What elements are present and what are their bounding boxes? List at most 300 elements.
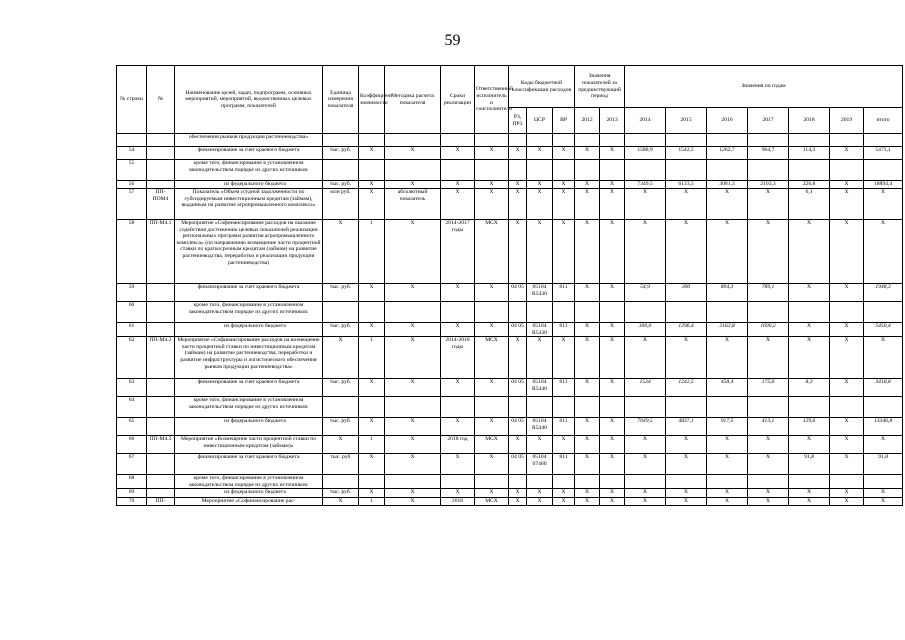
table-row xyxy=(117,134,903,147)
rz-cell: X xyxy=(509,181,527,189)
prev-2012-cell: X xyxy=(575,189,600,220)
prev-2013-cell: X xyxy=(600,489,625,498)
year-value-cell xyxy=(707,397,748,418)
coef-cell: 1 xyxy=(359,498,385,506)
prev-2013-cell: X xyxy=(600,181,625,189)
vr-cell: 811 xyxy=(553,284,575,302)
prev-2013-cell: X xyxy=(600,379,625,397)
prev-2013-cell: X xyxy=(600,323,625,337)
unit-cell xyxy=(323,475,359,489)
table-row xyxy=(117,302,903,323)
year-value-cell: X xyxy=(830,337,864,379)
year-value-cell: 2163,8 xyxy=(707,323,748,337)
year-value-cell: 91,8 xyxy=(789,454,830,475)
year-value-cell: X xyxy=(666,498,707,506)
name-cell: кроме того, финансирование в установленном законодательством порядке из других источников: xyxy=(175,302,323,323)
year-value-cell: 129,6 xyxy=(789,418,830,436)
table-row xyxy=(117,498,903,506)
rz-cell xyxy=(509,134,527,147)
code-cell xyxy=(147,181,175,189)
prev-2012-cell: X xyxy=(575,220,600,284)
terms-cell: X xyxy=(441,489,475,498)
table-row xyxy=(117,189,903,220)
vr-cell xyxy=(553,160,575,181)
csr-cell: X xyxy=(527,220,553,284)
total-value-cell: X xyxy=(864,436,903,454)
prev-2012-cell: X xyxy=(575,454,600,475)
coef-cell xyxy=(359,475,385,489)
row-number-cell: 61 xyxy=(117,323,147,337)
code-cell xyxy=(147,475,175,489)
code-cell: ПП-М4.1 xyxy=(147,220,175,284)
name-cell: из федерального бюджета xyxy=(175,489,323,498)
method-cell: X xyxy=(385,284,441,302)
code-cell xyxy=(147,134,175,147)
csr-cell: 05104 07460 xyxy=(527,454,553,475)
code-cell xyxy=(147,379,175,397)
rz-cell: X xyxy=(509,189,527,220)
vr-cell: 811 xyxy=(553,379,575,397)
vr-cell: X xyxy=(553,337,575,379)
csr-cell xyxy=(527,397,553,418)
year-value-cell xyxy=(789,160,830,181)
prev-2012-cell: X xyxy=(575,379,600,397)
table-row xyxy=(117,284,903,302)
code-cell xyxy=(147,147,175,160)
total-value-cell: 91,8 xyxy=(864,454,903,475)
name-cell: финансирование за счет краевого бюджета xyxy=(175,454,323,475)
method-cell: X xyxy=(385,147,441,160)
unit-cell xyxy=(323,160,359,181)
table-row xyxy=(117,379,903,397)
year-value-cell: X xyxy=(830,220,864,284)
code-cell: ПП- xyxy=(147,498,175,506)
year-value-cell: 3081,3 xyxy=(707,181,748,189)
vr-cell xyxy=(553,302,575,323)
year-value-cell: 300,0 xyxy=(625,323,666,337)
header-2017: 2017 xyxy=(748,108,789,134)
name-cell: из федерального бюджета xyxy=(175,418,323,436)
year-value-cell: 114,3 xyxy=(789,147,830,160)
year-value-cell xyxy=(625,397,666,418)
year-value-cell xyxy=(707,160,748,181)
method-cell xyxy=(385,160,441,181)
exec-cell: X xyxy=(475,181,509,189)
prev-2012-cell: X xyxy=(575,147,600,160)
terms-cell: X xyxy=(441,181,475,189)
header-unit: Единица измерения показателя xyxy=(323,66,359,134)
header-name: Наименование целей, задач, подпрограмм, основных мероприятий, мероприятий, ведомственных целевых программ, показателей xyxy=(175,66,323,134)
unit-cell: тыс. руб. xyxy=(323,323,359,337)
year-value-cell: X xyxy=(625,337,666,379)
year-value-cell: 1534 xyxy=(625,379,666,397)
terms-cell xyxy=(441,397,475,418)
year-value-cell xyxy=(789,302,830,323)
year-value-cell: X xyxy=(789,284,830,302)
exec-cell: X xyxy=(475,379,509,397)
year-value-cell: 8,3 xyxy=(789,379,830,397)
year-value-cell: X xyxy=(666,337,707,379)
prev-2013-cell: X xyxy=(600,454,625,475)
unit-cell: тыс. руб. xyxy=(323,284,359,302)
year-value-cell xyxy=(625,134,666,147)
csr-cell: X xyxy=(527,147,553,160)
method-cell xyxy=(385,397,441,418)
prev-2012-cell: X xyxy=(575,418,600,436)
row-number-cell: 66 xyxy=(117,436,147,454)
name-cell: финансирование за счет краевого бюджета xyxy=(175,147,323,160)
name-cell: Показатель «Объем ссудной задолженности по субсидируемым инвестиционным кредитам (займам), выданным на развитие агропромышленного комплекса» xyxy=(175,189,323,220)
prev-2013-cell: X xyxy=(600,337,625,379)
year-value-cell: X xyxy=(830,436,864,454)
year-value-cell: X xyxy=(830,418,864,436)
year-value-cell: X xyxy=(707,189,748,220)
table-row xyxy=(117,181,903,189)
year-value-cell xyxy=(830,475,864,489)
coef-cell xyxy=(359,302,385,323)
vr-cell xyxy=(553,134,575,147)
year-value-cell: X xyxy=(789,436,830,454)
table-row xyxy=(117,337,903,379)
year-value-cell: X xyxy=(625,436,666,454)
total-value-cell: 5450,4 xyxy=(864,323,903,337)
vr-cell: 811 xyxy=(553,454,575,475)
year-value-cell xyxy=(666,397,707,418)
terms-cell: X xyxy=(441,323,475,337)
rz-cell: 04 05 xyxy=(509,454,527,475)
year-value-cell: X xyxy=(748,454,789,475)
year-value-cell xyxy=(707,475,748,489)
page-number: 59 xyxy=(444,32,461,49)
prev-2013-cell: X xyxy=(600,147,625,160)
rz-cell: X xyxy=(509,220,527,284)
year-value-cell: 54,9 xyxy=(625,284,666,302)
header-2013: 2013 xyxy=(600,108,625,134)
prev-2012-cell: X xyxy=(575,181,600,189)
year-value-cell xyxy=(748,302,789,323)
year-value-cell: 7049,5 xyxy=(625,418,666,436)
year-value-cell: X xyxy=(666,489,707,498)
unit-cell xyxy=(323,302,359,323)
csr-cell: X xyxy=(527,189,553,220)
coef-cell: 1 xyxy=(359,220,385,284)
terms-cell: X xyxy=(441,189,475,220)
year-value-cell: 804,3 xyxy=(707,284,748,302)
year-value-cell: X xyxy=(625,189,666,220)
year-value-cell: 7349,5 xyxy=(625,181,666,189)
year-value-cell: X xyxy=(625,454,666,475)
method-cell: X xyxy=(385,323,441,337)
year-value-cell: 1242,5 xyxy=(666,379,707,397)
exec-cell: МСХ xyxy=(475,498,509,506)
year-value-cell: X xyxy=(666,220,707,284)
vr-cell xyxy=(553,475,575,489)
code-cell: ПП-ПОМ4 xyxy=(147,189,175,220)
total-value-cell xyxy=(864,397,903,418)
coef-cell: 1 xyxy=(359,337,385,379)
total-value-cell xyxy=(864,134,903,147)
table-row xyxy=(117,475,903,489)
year-value-cell: X xyxy=(666,436,707,454)
method-cell: X xyxy=(385,181,441,189)
year-value-cell xyxy=(748,397,789,418)
rz-cell: X xyxy=(509,337,527,379)
vr-cell: X xyxy=(553,189,575,220)
year-value-cell: 413,1 xyxy=(748,418,789,436)
csr-cell: X xyxy=(527,498,553,506)
total-value-cell: X xyxy=(864,189,903,220)
year-value-cell: X xyxy=(707,454,748,475)
year-value-cell: X xyxy=(625,489,666,498)
exec-cell: X xyxy=(475,418,509,436)
prev-2013-cell xyxy=(600,302,625,323)
method-cell: X xyxy=(385,436,441,454)
method-cell: X xyxy=(385,489,441,498)
year-value-cell: 789,1 xyxy=(748,284,789,302)
terms-cell xyxy=(441,134,475,147)
total-value-cell: X xyxy=(864,220,903,284)
method-cell xyxy=(385,302,441,323)
exec-cell: X xyxy=(475,147,509,160)
rz-cell: X xyxy=(509,498,527,506)
row-number-cell xyxy=(117,134,147,147)
prev-2012-cell: X xyxy=(575,337,600,379)
total-value-cell: X xyxy=(864,337,903,379)
table-header xyxy=(117,66,903,134)
rz-cell: 04 05 xyxy=(509,379,527,397)
terms-cell: 2018 xyxy=(441,498,475,506)
prev-2013-cell: X xyxy=(600,284,625,302)
coef-cell: X xyxy=(359,418,385,436)
prev-2012-cell xyxy=(575,302,600,323)
year-value-cell: 1690,2 xyxy=(748,323,789,337)
rz-cell: X xyxy=(509,489,527,498)
rz-cell xyxy=(509,302,527,323)
year-value-cell: X xyxy=(830,489,864,498)
year-value-cell xyxy=(625,475,666,489)
year-value-cell: X xyxy=(789,323,830,337)
year-value-cell: 2103,3 xyxy=(748,181,789,189)
year-value-cell xyxy=(666,134,707,147)
coef-cell: 1 xyxy=(359,436,385,454)
header-csr: ЦСР xyxy=(527,108,553,134)
prev-2013-cell xyxy=(600,160,625,181)
row-number-cell: 54 xyxy=(117,147,147,160)
exec-cell: X xyxy=(475,454,509,475)
coef-cell xyxy=(359,397,385,418)
exec-cell: X xyxy=(475,189,509,220)
year-value-cell: 175,6 xyxy=(748,379,789,397)
code-cell xyxy=(147,418,175,436)
code-cell xyxy=(147,160,175,181)
rz-cell xyxy=(509,160,527,181)
vr-cell: 811 xyxy=(553,418,575,436)
year-value-cell xyxy=(830,397,864,418)
name-cell: кроме того, финансирование в установленном законодательством порядке из других источников: xyxy=(175,475,323,489)
table-row xyxy=(117,489,903,498)
rz-cell xyxy=(509,397,527,418)
method-cell: X xyxy=(385,454,441,475)
unit-cell: X xyxy=(323,220,359,284)
terms-cell xyxy=(441,160,475,181)
code-cell: ПП-М4.2 xyxy=(147,337,175,379)
terms-cell: X xyxy=(441,284,475,302)
header-2015: 2015 xyxy=(666,108,707,134)
total-value-cell xyxy=(864,160,903,181)
unit-cell xyxy=(323,134,359,147)
code-cell xyxy=(147,323,175,337)
prev-2013-cell: X xyxy=(600,189,625,220)
header-2012: 2012 xyxy=(575,108,600,134)
row-number-cell: 70 xyxy=(117,498,147,506)
csr-cell: X xyxy=(527,181,553,189)
name-cell: обеспечения рынков продукции растениеводства» xyxy=(175,134,323,147)
year-value-cell: X xyxy=(707,436,748,454)
method-cell: X xyxy=(385,418,441,436)
prev-2012-cell: X xyxy=(575,323,600,337)
terms-cell: X xyxy=(441,418,475,436)
year-value-cell: X xyxy=(830,284,864,302)
year-value-cell: 6,1 xyxy=(789,189,830,220)
year-value-cell: 1262,7 xyxy=(707,147,748,160)
year-value-cell: 226,8 xyxy=(789,181,830,189)
csr-cell: 05104 R5430 xyxy=(527,323,553,337)
unit-cell: тыс. руб. xyxy=(323,181,359,189)
year-value-cell: X xyxy=(789,337,830,379)
method-cell: абсолютный показатель xyxy=(385,189,441,220)
exec-cell: X xyxy=(475,489,509,498)
year-value-cell xyxy=(666,302,707,323)
year-value-cell: 1296,4 xyxy=(666,323,707,337)
row-number-cell: 68 xyxy=(117,475,147,489)
row-number-cell: 58 xyxy=(117,220,147,284)
code-cell xyxy=(147,454,175,475)
code-cell: ПП-М4.3 xyxy=(147,436,175,454)
table-row xyxy=(117,454,903,475)
year-value-cell: X xyxy=(707,220,748,284)
year-value-cell: 964,7 xyxy=(748,147,789,160)
name-cell: кроме того, финансирование в установленном законодательством порядке из других источников: xyxy=(175,160,323,181)
unit-cell xyxy=(323,397,359,418)
year-value-cell xyxy=(789,397,830,418)
prev-2013-cell xyxy=(600,475,625,489)
header-2016: 2016 xyxy=(707,108,748,134)
year-value-cell: X xyxy=(625,220,666,284)
terms-cell xyxy=(441,475,475,489)
csr-cell xyxy=(527,475,553,489)
total-value-cell: 18894,4 xyxy=(864,181,903,189)
year-value-cell: 300 xyxy=(666,284,707,302)
year-value-cell: X xyxy=(789,498,830,506)
unit-cell: тыс. руб xyxy=(323,454,359,475)
coef-cell: X xyxy=(359,147,385,160)
header-2019: 2019 xyxy=(830,108,864,134)
name-cell: Мероприятие «Софинансирование рас- xyxy=(175,498,323,506)
table-row xyxy=(117,160,903,181)
year-value-cell: X xyxy=(830,454,864,475)
year-value-cell: X xyxy=(789,489,830,498)
header-vr: ВР xyxy=(553,108,575,134)
exec-cell xyxy=(475,302,509,323)
csr-cell: X xyxy=(527,489,553,498)
table-row xyxy=(117,323,903,337)
year-value-cell: 1588,9 xyxy=(625,147,666,160)
header-total: итого xyxy=(864,108,903,134)
unit-cell: тыс. руб. xyxy=(323,147,359,160)
total-value-cell: 5473,1 xyxy=(864,147,903,160)
row-number-cell: 63 xyxy=(117,379,147,397)
row-number-cell: 57 xyxy=(117,189,147,220)
rz-cell: 04 05 xyxy=(509,284,527,302)
total-value-cell: X xyxy=(864,489,903,498)
csr-cell: 05104 R5440 xyxy=(527,418,553,436)
header-num: № xyxy=(147,66,175,134)
table-row xyxy=(117,397,903,418)
coef-cell: X xyxy=(359,489,385,498)
prev-2012-cell: X xyxy=(575,489,600,498)
coef-cell: X xyxy=(359,189,385,220)
code-cell xyxy=(147,397,175,418)
year-value-cell: 6133,5 xyxy=(666,181,707,189)
rz-cell: 04 05 xyxy=(509,323,527,337)
total-value-cell: 13346,8 xyxy=(864,418,903,436)
year-value-cell: 458,4 xyxy=(707,379,748,397)
header-row-num: № строки xyxy=(117,66,147,134)
table-row xyxy=(117,147,903,160)
prev-2012-cell: X xyxy=(575,498,600,506)
year-value-cell: X xyxy=(748,489,789,498)
code-cell xyxy=(147,284,175,302)
vr-cell: X xyxy=(553,436,575,454)
terms-cell: X xyxy=(441,454,475,475)
program-table xyxy=(116,65,903,506)
vr-cell: X xyxy=(553,147,575,160)
header-terms: Сроки реализации xyxy=(441,66,475,134)
exec-cell: X xyxy=(475,323,509,337)
year-value-cell: X xyxy=(830,189,864,220)
exec-cell: МСХ xyxy=(475,436,509,454)
header-years: Значения по годам xyxy=(625,66,903,108)
method-cell xyxy=(385,475,441,489)
header-coef: Коэффициент значимости xyxy=(359,66,385,134)
table-row xyxy=(117,220,903,284)
header-exec: Ответственный исполнитель и соисполнители xyxy=(475,66,509,134)
total-value-cell: X xyxy=(864,498,903,506)
year-value-cell: X xyxy=(625,498,666,506)
exec-cell xyxy=(475,475,509,489)
year-value-cell: 1542,5 xyxy=(666,147,707,160)
vr-cell: X xyxy=(553,220,575,284)
year-value-cell xyxy=(748,160,789,181)
code-cell xyxy=(147,489,175,498)
total-value-cell xyxy=(864,475,903,489)
vr-cell xyxy=(553,397,575,418)
year-value-cell xyxy=(625,160,666,181)
csr-cell: 05104 R5430 xyxy=(527,284,553,302)
year-value-cell: X xyxy=(666,189,707,220)
prev-2012-cell xyxy=(575,397,600,418)
csr-cell: X xyxy=(527,337,553,379)
year-value-cell xyxy=(789,475,830,489)
csr-cell: X xyxy=(527,436,553,454)
prev-2012-cell xyxy=(575,475,600,489)
year-value-cell: X xyxy=(830,498,864,506)
coef-cell: X xyxy=(359,454,385,475)
terms-cell: X xyxy=(441,147,475,160)
year-value-cell: X xyxy=(830,379,864,397)
row-number-cell: 60 xyxy=(117,302,147,323)
row-number-cell: 55 xyxy=(117,160,147,181)
